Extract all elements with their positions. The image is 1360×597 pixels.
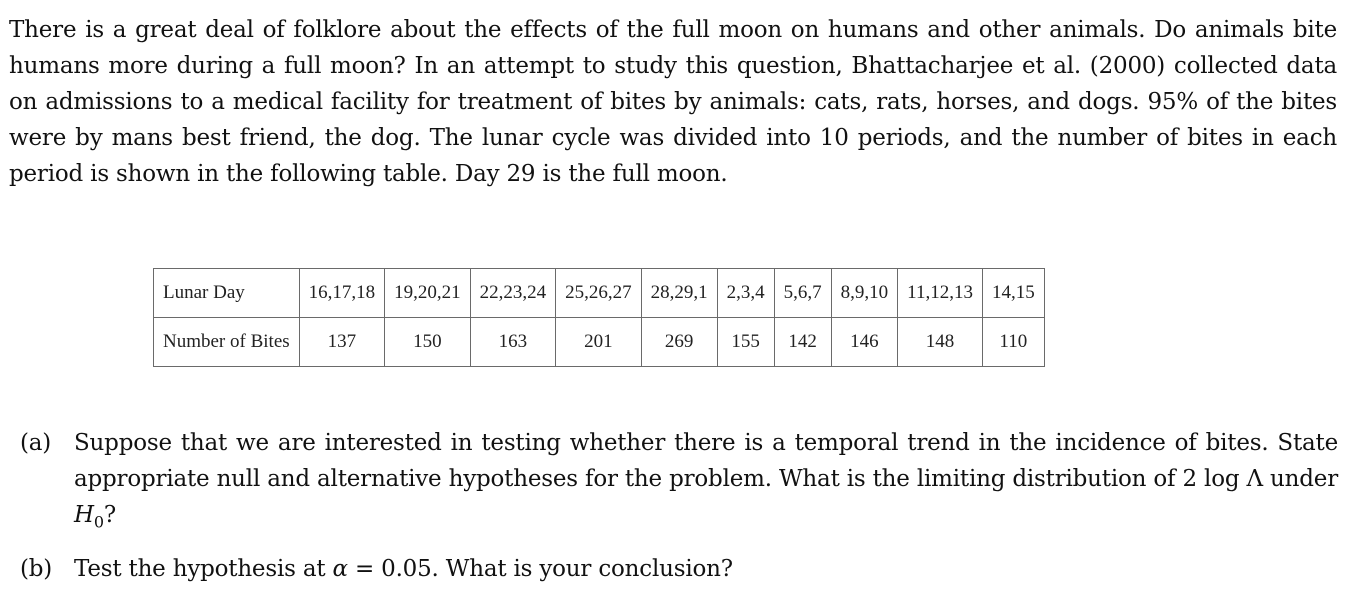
table-cell: 146 (831, 318, 898, 367)
table-cell: 19,20,21 (385, 269, 471, 318)
table-cell: 14,15 (982, 269, 1044, 318)
table-cell: 5,6,7 (774, 269, 831, 318)
math-alpha: α (332, 555, 348, 582)
table-row (154, 318, 1045, 367)
table-row (154, 269, 1045, 318)
table-cell: 137 (299, 318, 385, 367)
table-cell: 16,17,18 (299, 269, 385, 318)
question-b (20, 551, 1338, 587)
table-cell: 2,3,4 (717, 269, 774, 318)
question-text-part: ? (103, 502, 116, 528)
table-cell: 25,26,27 (556, 269, 642, 318)
question-a (20, 425, 1338, 541)
math-h0: H (74, 502, 94, 528)
table-cell: 148 (898, 318, 983, 367)
question-text-part: = 0.05. What is your conclusion? (347, 555, 733, 582)
table-cell: 11,12,13 (898, 269, 983, 318)
table-cell: 142 (774, 318, 831, 367)
question-text (74, 425, 1338, 541)
question-list (20, 425, 1338, 597)
row-header-number-of-bites: Number of Bites (154, 318, 300, 367)
question-label: (b) (20, 555, 53, 582)
table-cell: 110 (982, 318, 1044, 367)
table-cell: 269 (641, 318, 717, 367)
table-cell: 8,9,10 (831, 269, 898, 318)
table-cell: 150 (385, 318, 471, 367)
table-cell: 155 (717, 318, 774, 367)
question-text-part: Test the hypothesis at (74, 555, 333, 582)
table-cell: 28,29,1 (641, 269, 717, 318)
table-cell: 163 (470, 318, 556, 367)
lunar-bites-table (153, 268, 1045, 367)
question-label: (a) (20, 430, 52, 456)
row-header-lunar-day: Lunar Day (154, 269, 300, 318)
table-cell: 201 (556, 318, 642, 367)
table-cell: 22,23,24 (470, 269, 556, 318)
question-text (74, 551, 1338, 587)
intro-paragraph: There is a great deal of folklore about the effects of the full moon on humans and other animals. Do animals bite humans more during a full moon? In an attempt to study this question, Bhattacharjee et al. (2000) collected data on admissions to a medical facility for treatment of bites by animals: cats, rats, horses, and dogs. 95% of the bites were by mans best friend, the dog. The lunar cycle was divided into 10 periods, and the number of bites in each period is shown in the following table. Day 29 is the full moon. (9, 17, 1337, 187)
question-text-part: Suppose that we are interested in testing whether there is a temporal trend in the incidence of bites. State appropriate null and alternative hypotheses for the problem. What is the limiting distribution of 2 log Λ under (74, 430, 1338, 492)
math-subscript: 0 (93, 512, 104, 532)
